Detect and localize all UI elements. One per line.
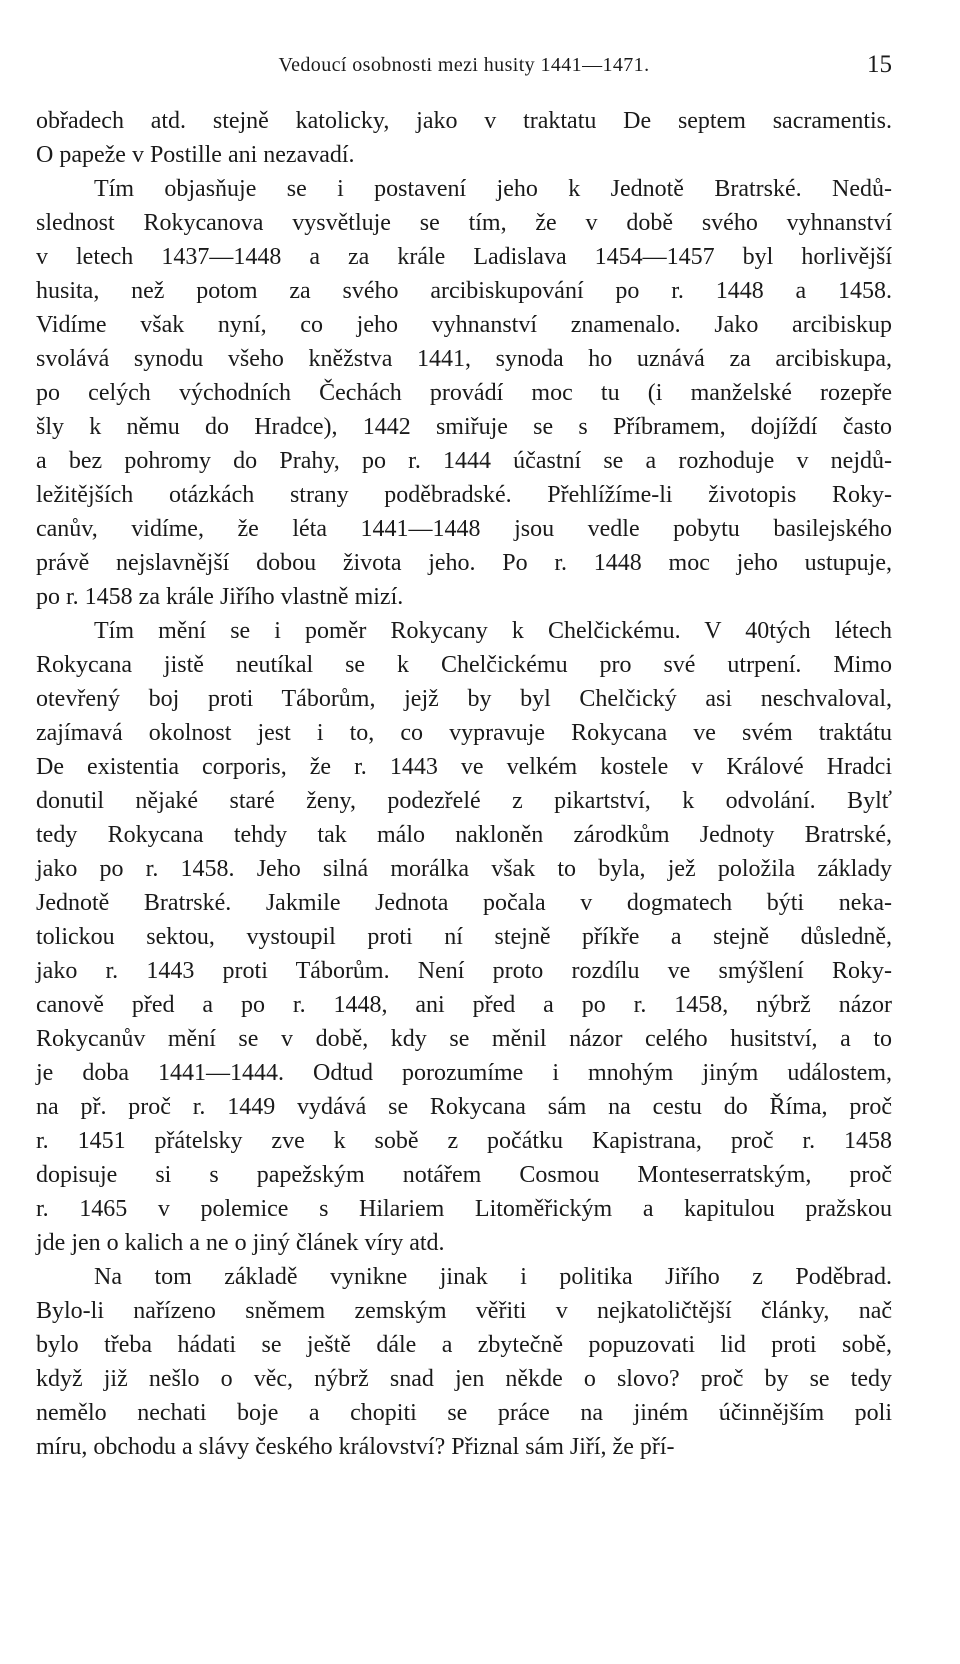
text-line: nemělo nechati boje a chopiti se práce na jiném účinnějším poli [36, 1400, 892, 1426]
text-line: na př. proč r. 1449 vydává se Rokycana sám na cestu do Říma, proč [36, 1094, 892, 1120]
text-line: právě nejslavnější dobou života jeho. Po r. 1448 moc jeho ustupuje, [36, 550, 892, 576]
text-line: r. 1465 v polemice s Hilariem Litoměřickým a kapitulou pražskou [36, 1196, 892, 1222]
text-line: když již nešlo o věc, nýbrž snad jen někde o slovo? proč by se tedy [36, 1366, 892, 1392]
text-line: je doba 1441—1444. Odtud porozumíme i mnohým jiným událostem, [36, 1060, 892, 1086]
text-line: dopisuje si s papežským notářem Cosmou Monteserratským, proč [36, 1162, 892, 1188]
text-line: Jednotě Bratrské. Jakmile Jednota počala v dogmatech býti neka- [36, 890, 892, 916]
text-line: Rokycana jistě neutíkal se k Chelčickému pro své utrpení. Mimo [36, 652, 892, 678]
text-line: canově před a po r. 1448, ani před a po r. 1458, nýbrž názor [36, 992, 892, 1018]
text-line: donutil nějaké staré ženy, podezřelé z pikartství, k odvolání. Bylť [36, 788, 892, 814]
text-line: Bylo-li nařízeno sněmem zemským věřiti v nejkatoličtější články, nač [36, 1298, 892, 1324]
text-line: Rokycanův mění se v době, kdy se měnil názor celého husitství, a to [36, 1026, 892, 1052]
text-line: jako r. 1443 proti Táborům. Není proto rozdílu ve smýšlení Roky- [36, 958, 892, 984]
text-line: v letech 1437—1448 a za krále Ladislava 1454—1457 byl horlivější [36, 244, 892, 270]
text-line: r. 1451 přátelsky zve k sobě z počátku Kapistrana, proč r. 1458 [36, 1128, 892, 1154]
page-number: 15 [867, 51, 892, 78]
text-line: canův, vidíme, že léta 1441—1448 jsou vedle pobytu basilejského [36, 516, 892, 542]
text-line: bylo třeba hádati se ještě dále a zbytečně popuzovati lid proti sobě, [36, 1332, 892, 1358]
text-line: zajímavá okolnost jest i to, co vypravuje Rokycana ve svém traktátu [36, 720, 892, 746]
text-line: O papeže v Postille ani nezavadí. [36, 142, 355, 168]
body-text [36, 104, 892, 1464]
text-line: po r. 1458 za krále Jiřího vlastně mizí. [36, 584, 404, 610]
text-line: tolickou sektou, vystoupil proti ní stejně příkře a stejně důsledně, [36, 924, 892, 950]
text-line: Tím mění se i poměr Rokycany k Chelčickému. V 40tých létech [94, 618, 892, 644]
text-line: Vidíme však nyní, co jeho vyhnanství znamenalo. Jako arcibiskup [36, 312, 892, 338]
text-line: jde jen o kalich a ne o jiný článek víry atd. [36, 1230, 445, 1256]
text-line: obřadech atd. stejně katolicky, jako v traktatu De septem sacramentis. [36, 108, 892, 134]
running-head [36, 48, 892, 82]
text-line: Tím objasňuje se i postavení jeho k Jednotě Bratrské. Nedů- [94, 176, 892, 202]
text-line: jako po r. 1458. Jeho silná morálka však to byla, jež položila základy [36, 856, 892, 882]
text-line: tedy Rokycana tehdy tak málo nakloněn zárodkům Jednoty Bratrské, [36, 822, 892, 848]
text-line: po celých východních Čechách provádí moc tu (i manželské rozepře [36, 380, 892, 406]
text-line: a bez pohromy do Prahy, po r. 1444 účastní se a rozhoduje v nejdů- [36, 448, 892, 474]
text-line: De existentia corporis, že r. 1443 ve velkém kostele v Králové Hradci [36, 754, 892, 780]
text-line: slednost Rokycanova vysvětluje se tím, že v době svého vyhnanství [36, 210, 892, 236]
text-line: míru, obchodu a slávy českého království? Přiznal sám Jiří, že pří- [36, 1434, 675, 1460]
text-line: ležitějších otázkách strany poděbradské. Přehlížíme-li životopis Roky- [36, 482, 892, 508]
text-line: husita, než potom za svého arcibiskupování po r. 1448 a 1458. [36, 278, 892, 304]
text-line: svolává synodu všeho kněžstva 1441, synoda ho uznává za arcibiskupa, [36, 346, 892, 372]
running-title: Vedoucí osobnosti mezi husity 1441—1471. [278, 54, 650, 76]
text-line: šly k němu do Hradce), 1442 smiřuje se s Příbramem, dojíždí často [36, 414, 892, 440]
text-line: Na tom základě vynikne jinak i politika Jiřího z Poděbrad. [94, 1264, 892, 1290]
text-line: otevřený boj proti Táborům, jejž by byl Chelčický asi neschvaloval, [36, 686, 892, 712]
